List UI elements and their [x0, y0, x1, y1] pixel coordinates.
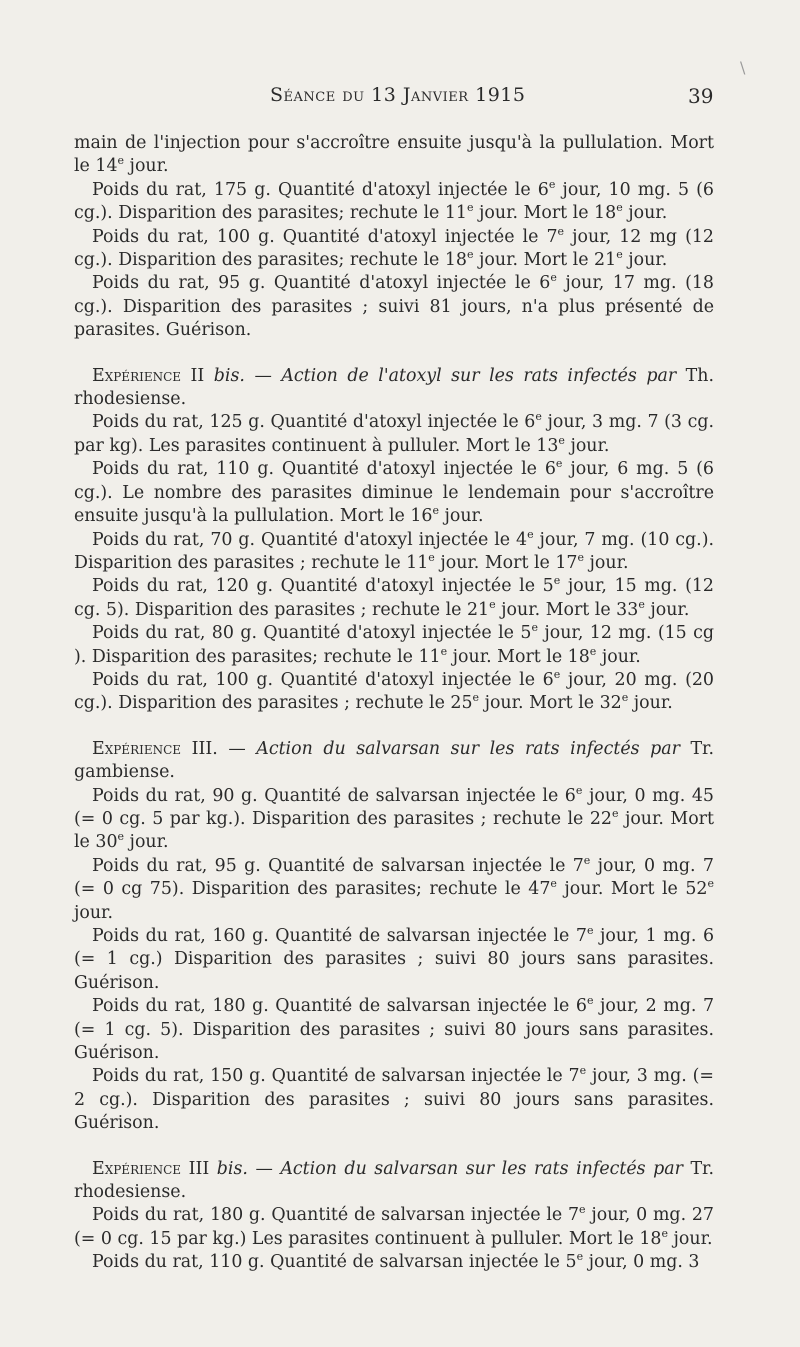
ordinal-suffix: e — [531, 621, 538, 635]
paragraph — [74, 575, 714, 622]
text-run: jour. Mort le 21 — [473, 250, 617, 271]
ordinal-suffix: e — [616, 248, 623, 262]
ordinal-suffix: e — [548, 178, 556, 192]
ordinal-suffix: e — [638, 597, 645, 611]
text-run: jour. Mort le 17 — [434, 552, 578, 573]
ordinal-suffix: e — [575, 783, 583, 797]
ordinal-suffix: e — [576, 1250, 584, 1264]
experiment-heading — [74, 1158, 714, 1205]
text-run: jour. — [438, 506, 484, 527]
text-run: jour, 3 mg. 7 (3 cg. par kg). Les parasites continuent à pulluler. Mort le 13 — [74, 412, 714, 456]
paragraph — [74, 1065, 714, 1135]
paragraph — [74, 855, 714, 925]
experiment-dash: — — [244, 365, 282, 386]
text-run: Poids du rat, 110 g. Quantité d'atoxyl injectée le 6 — [92, 459, 556, 480]
text-run: Poids du rat, 80 g. Quantité d'atoxyl injectée le 5 — [92, 623, 532, 644]
text-run: jour. — [124, 156, 169, 177]
paragraph — [74, 1251, 714, 1274]
paragraph — [74, 1204, 714, 1251]
ordinal-suffix: e — [611, 807, 619, 821]
experiment-bis: bis. — [216, 1158, 248, 1179]
ordinal-suffix: e — [707, 877, 714, 891]
ordinal-suffix: e — [661, 1227, 668, 1241]
experiment-heading — [74, 365, 714, 412]
text-run: jour, 0 mg. 3 — [583, 1252, 700, 1273]
text-run: jour. — [622, 203, 668, 224]
text-run: jour, 3 mg. (= 2 cg.). Disparition des parasites ; suivi 80 jours sans parasites. Guérison. — [74, 1066, 714, 1134]
text-run: jour, 17 mg. (18 cg.). Disparition des parasites ; suivi 81 jours, n'a plus présenté de parasites. Guérison. — [74, 273, 714, 341]
body-text — [74, 132, 714, 1275]
experiment-dash: — — [247, 1158, 281, 1179]
paragraph — [74, 995, 714, 1065]
paragraph — [74, 785, 714, 855]
experiment-heading — [74, 738, 714, 785]
text-run: Poids du rat, 125 g. Quantité d'atoxyl injectée le 6 — [92, 412, 536, 433]
ordinal-suffix: e — [117, 154, 125, 168]
text-run: jour, 6 mg. 5 (6 cg.). Le nombre des parasites diminue le lendemain pour s'accroître ensuite jusqu'à la pullulation. Mort le 16 — [74, 459, 714, 527]
ordinal-suffix: e — [579, 1203, 586, 1217]
ordinal-suffix: e — [616, 201, 623, 215]
paragraph — [74, 458, 714, 528]
text-run: Poids du rat, 70 g. Quantité d'atoxyl injectée le 4 — [92, 529, 528, 550]
ordinal-suffix: e — [527, 527, 534, 541]
paragraph — [74, 272, 714, 342]
experiment-parasite: Tr. gambiense. — [74, 738, 714, 783]
ordinal-suffix: e — [550, 877, 557, 891]
text-run: Poids du rat, 120 g. Quantité d'atoxyl injectée le 5 — [92, 576, 554, 597]
text-run: jour. — [667, 1228, 713, 1249]
ordinal-suffix: e — [489, 597, 496, 611]
text-run: jour. — [124, 832, 169, 853]
experiment-number: III — [181, 1158, 217, 1179]
experiment-bis: bis. — [213, 365, 245, 386]
experiment-label: Expérience — [92, 365, 182, 386]
text-run: jour, 1 mg. 6 (= 1 cg.) Disparition des parasites ; suivi 80 jours sans parasites. Guérison. — [74, 926, 715, 993]
paragraph — [74, 925, 714, 995]
text-run: Poids du rat, 100 g. Quantité d'atoxyl injectée le 6 — [92, 669, 554, 690]
text-run: jour, 10 mg. 5 (6 cg.). Disparition des parasites; rechute le 11 — [74, 179, 714, 224]
ordinal-suffix: e — [535, 410, 542, 424]
ordinal-suffix: e — [558, 434, 565, 448]
paragraph — [74, 529, 714, 576]
text-run: jour. — [596, 646, 641, 667]
text-run: jour, 0 mg. 45 (= 0 cg. 5 par kg.). Disparition des parasites ; rechute le 22 — [74, 785, 714, 829]
paragraph — [74, 179, 714, 226]
text-run: jour. — [564, 435, 610, 456]
ordinal-suffix: e — [432, 504, 439, 518]
ordinal-suffix: e — [440, 644, 448, 658]
text-run: main de l'injection pour s'accroître ensuite jusqu'à la pullulation. Mort le 14 — [74, 133, 714, 177]
ordinal-suffix: e — [621, 691, 629, 705]
scan-mark: \ — [740, 58, 746, 77]
text-run: jour. — [584, 552, 629, 573]
paragraph — [74, 622, 714, 669]
text-run: jour. Mort le 18 — [473, 203, 617, 224]
paragraph — [74, 669, 714, 716]
text-run: jour, 7 mg. (10 cg.). Disparition des parasites ; rechute le 11 — [74, 529, 715, 573]
experiment-number: II — [181, 365, 214, 386]
ordinal-suffix: e — [589, 644, 597, 658]
experiment-number: III. — [181, 738, 218, 759]
ordinal-suffix: e — [583, 853, 591, 867]
text-run: Poids du rat, 95 g. Quantité d'atoxyl injectée le 6 — [92, 273, 551, 294]
experiment-label: Expérience — [92, 738, 182, 759]
page-number: 39 — [688, 84, 714, 108]
ordinal-suffix: e — [553, 668, 561, 682]
ordinal-suffix: e — [467, 201, 474, 215]
text-run: Poids du rat, 180 g. Quantité de salvarsan injectée le 6 — [92, 996, 587, 1017]
text-run: Poids du rat, 180 g. Quantité de salvarsan injectée le 7 — [92, 1205, 580, 1226]
text-run: Poids du rat, 150 g. Quantité de salvarsan injectée le 7 — [92, 1066, 580, 1087]
ordinal-suffix: e — [555, 457, 563, 471]
ordinal-suffix: e — [428, 551, 435, 565]
ordinal-suffix: e — [550, 271, 557, 285]
text-run: jour. — [622, 250, 668, 271]
text-run: jour. Mort le 52 — [556, 879, 708, 900]
experiment-title: Action du salvarsan sur les rats infectés par — [280, 1158, 683, 1179]
text-run: Poids du rat, 110 g. Quantité de salvarsan injectée le 5 — [92, 1252, 577, 1273]
text-run: jour, 12 mg. (15 cg ). Disparition des parasites; rechute le 11 — [74, 623, 715, 667]
text-run: jour. — [74, 902, 113, 923]
text-run: Poids du rat, 160 g. Quantité de salvarsan injectée le 7 — [92, 926, 587, 946]
text-run: jour, 15 mg. (12 cg. 5). Disparition des parasites ; rechute le 21 — [74, 576, 714, 620]
experiment-dash: — — [217, 738, 257, 759]
paragraph — [74, 132, 714, 179]
text-run: jour, 0 mg. 7 (= 0 cg 75). Disparition des parasites; rechute le 47 — [74, 855, 714, 900]
ordinal-suffix: e — [557, 224, 565, 238]
text-run: jour, 0 mg. 27 (= 0 cg. 15 par kg.) Les parasites continuent à pulluler. Mort le 18 — [74, 1205, 715, 1249]
ordinal-suffix: e — [472, 691, 480, 705]
text-run: Poids du rat, 90 g. Quantité de salvarsan injectée le 6 — [92, 785, 576, 806]
text-run: Poids du rat, 95 g. Quantité de salvarsan injectée le 7 — [92, 855, 584, 876]
text-run: jour, 12 mg (12 cg.). Disparition des parasites; rechute le 18 — [74, 226, 714, 271]
page-header — [0, 84, 800, 114]
experiment-parasite: Th. rhodesiense. — [74, 365, 714, 410]
text-run: jour. Mort le 30 — [74, 808, 714, 853]
experiment-parasite: Tr. rhodesiense. — [74, 1158, 714, 1203]
ordinal-suffix: e — [579, 1064, 587, 1078]
paragraph — [74, 226, 714, 273]
ordinal-suffix: e — [553, 574, 561, 588]
text-run: jour, 2 mg. 7 (= 1 cg. 5). Disparition des parasites ; suivi 80 jours sans parasites. Guérison. — [74, 996, 715, 1064]
ordinal-suffix: e — [577, 551, 584, 565]
text-run: Poids du rat, 100 g. Quantité d'atoxyl injectée le 7 — [92, 226, 558, 247]
text-run: jour. — [628, 693, 673, 714]
text-run: jour, 20 mg. (20 cg.). Disparition des parasites ; rechute le 25 — [74, 669, 714, 714]
running-title: Séance du 13 Janvier 1915 — [270, 84, 526, 106]
text-run: jour. Mort le 32 — [479, 693, 622, 714]
experiment-title: Action du salvarsan sur les rats infectés par — [256, 738, 680, 759]
experiment-label: Expérience — [92, 1158, 182, 1179]
text-run: jour. Mort le 18 — [447, 646, 590, 667]
ordinal-suffix: e — [586, 924, 594, 938]
text-run: jour. Mort le 33 — [495, 599, 639, 620]
ordinal-suffix: e — [586, 994, 594, 1008]
ordinal-suffix: e — [117, 830, 125, 844]
ordinal-suffix: e — [467, 248, 474, 262]
paragraph — [74, 411, 714, 458]
text-run: Poids du rat, 175 g. Quantité d'atoxyl injectée le 6 — [92, 179, 549, 200]
text-run: jour. — [644, 599, 690, 620]
experiment-title: Action de l'atoxyl sur les rats infectés par — [281, 365, 677, 386]
